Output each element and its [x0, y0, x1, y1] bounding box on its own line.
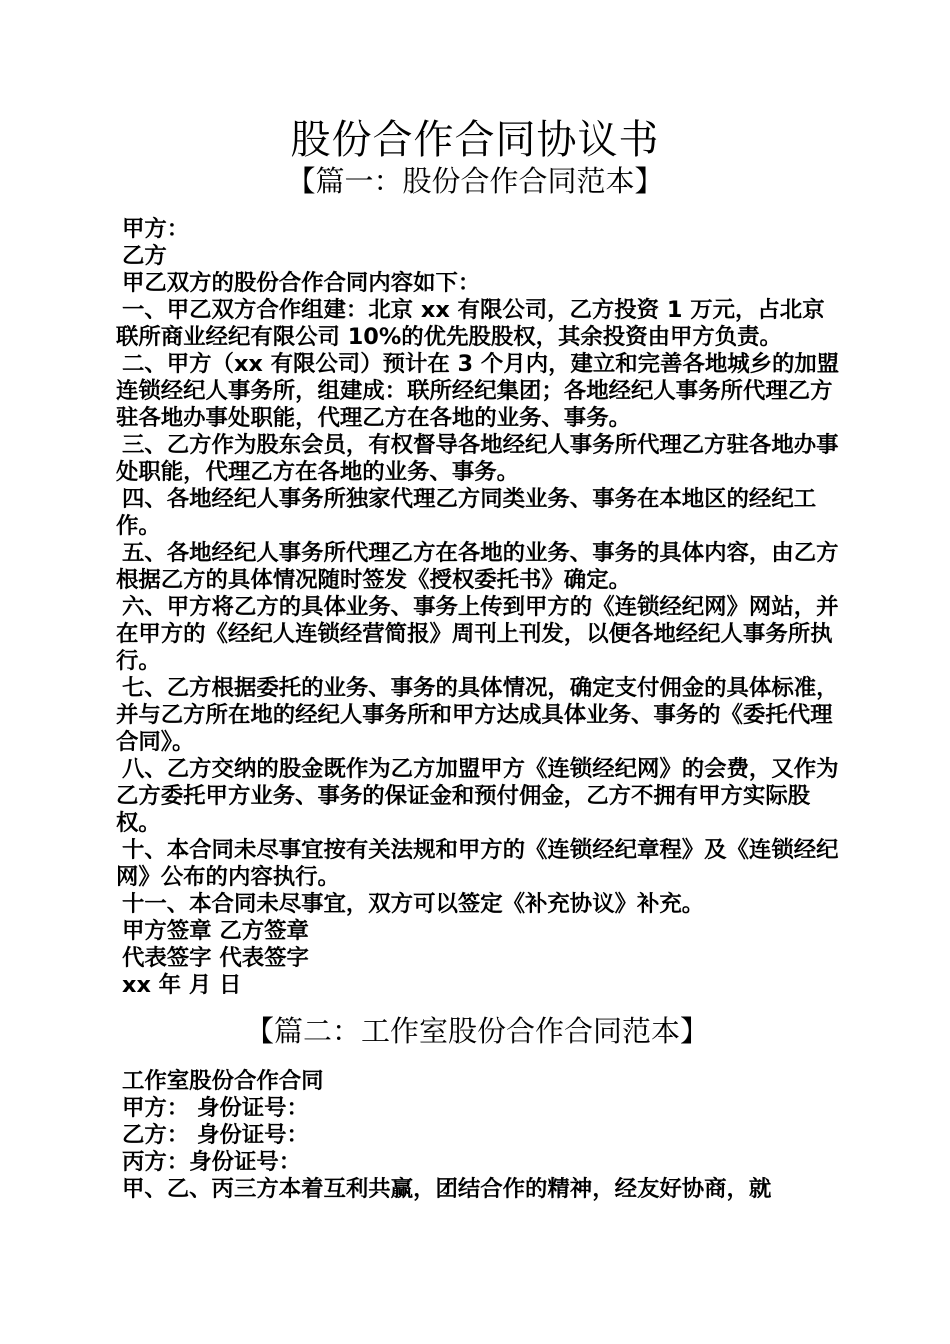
party-b-label: 乙方: [122, 243, 167, 269]
clause-3: 三、乙方作为股东会员，有权督导各地经纪人事务所代理乙方驻各地办事处职能，代理乙方在各地的业务、事务。: [116, 432, 839, 485]
party-a-label: 甲方：: [122, 216, 190, 242]
contract-intro: 甲乙双方的股份合作合同内容如下：: [122, 270, 481, 296]
clause-6: 六、甲方将乙方的具体业务、事务上传到甲方的《连锁经纪网》网站，并在甲方的《经纪人连锁经营简报》周刊上刊发，以便各地经纪人事务所执行。: [116, 594, 839, 674]
signature-line: 甲方签章 乙方签章: [122, 918, 309, 944]
section1-heading: 【篇一：股份合作合同范本】: [286, 164, 664, 198]
clause-11: 十一、本合同未尽事宜，双方可以签定《补充协议》补充。: [122, 891, 705, 917]
clause-10: 十、本合同未尽事宜按有关法规和甲方的《连锁经纪章程》及《连锁经纪网》公布的内容执行。: [116, 837, 839, 890]
section2-body: [116, 1068, 842, 1203]
party-c-id-line: 丙方：身份证号：: [122, 1149, 302, 1175]
party-b-id-line: 乙方： 身份证号：: [122, 1122, 309, 1148]
date-line: xx 年 月 日: [122, 972, 242, 998]
clause-1: 一、甲乙双方合作组建：北京 xx 有限公司，乙方投资 1 万元，占北京联所商业经纪有限公司 10%的优先股股权，其余投资由甲方负责。: [116, 297, 825, 350]
clause-8: 八、乙方交纳的股金既作为乙方加盟甲方《连锁经纪网》的会费，又作为乙方委托甲方业务、事务的保证金和预付佣金，乙方不拥有甲方实际股权。: [116, 756, 839, 836]
party-a-id-line: 甲方： 身份证号：: [122, 1095, 309, 1121]
studio-contract-title: 工作室股份合作合同: [122, 1068, 324, 1094]
representative-line: 代表签字 代表签字: [122, 945, 309, 971]
section2-heading: 【篇二：工作室股份合作合同范本】: [244, 1014, 709, 1048]
clause-2: 二、甲方（xx 有限公司）预计在 3 个月内，建立和完善各地城乡的加盟连锁经纪人事务所，组建成：联所经纪集团；各地经纪人事务所代理乙方驻各地办事处职能，代理乙方在各地的业务、事务。: [116, 351, 840, 431]
section2-intro: 甲、乙、丙三方本着互利共赢，团结合作的精神，经友好协商，就: [122, 1176, 772, 1202]
clause-4: 四、各地经纪人事务所独家代理乙方同类业务、事务在本地区的经纪工作。: [116, 486, 817, 539]
clause-7: 七、乙方根据委托的业务、事务的具体情况，确定支付佣金的具体标准，并与乙方所在地的经纪人事务所和甲方达成具体业务、事务的《委托代理合同》。: [116, 675, 839, 755]
section1-body: [116, 216, 842, 999]
clause-5: 五、各地经纪人事务所代理乙方在各地的业务、事务的具体内容，由乙方根据乙方的具体情况随时签发《授权委托书》确定。: [116, 540, 839, 593]
document-title: 股份合作合同协议书: [290, 117, 660, 163]
